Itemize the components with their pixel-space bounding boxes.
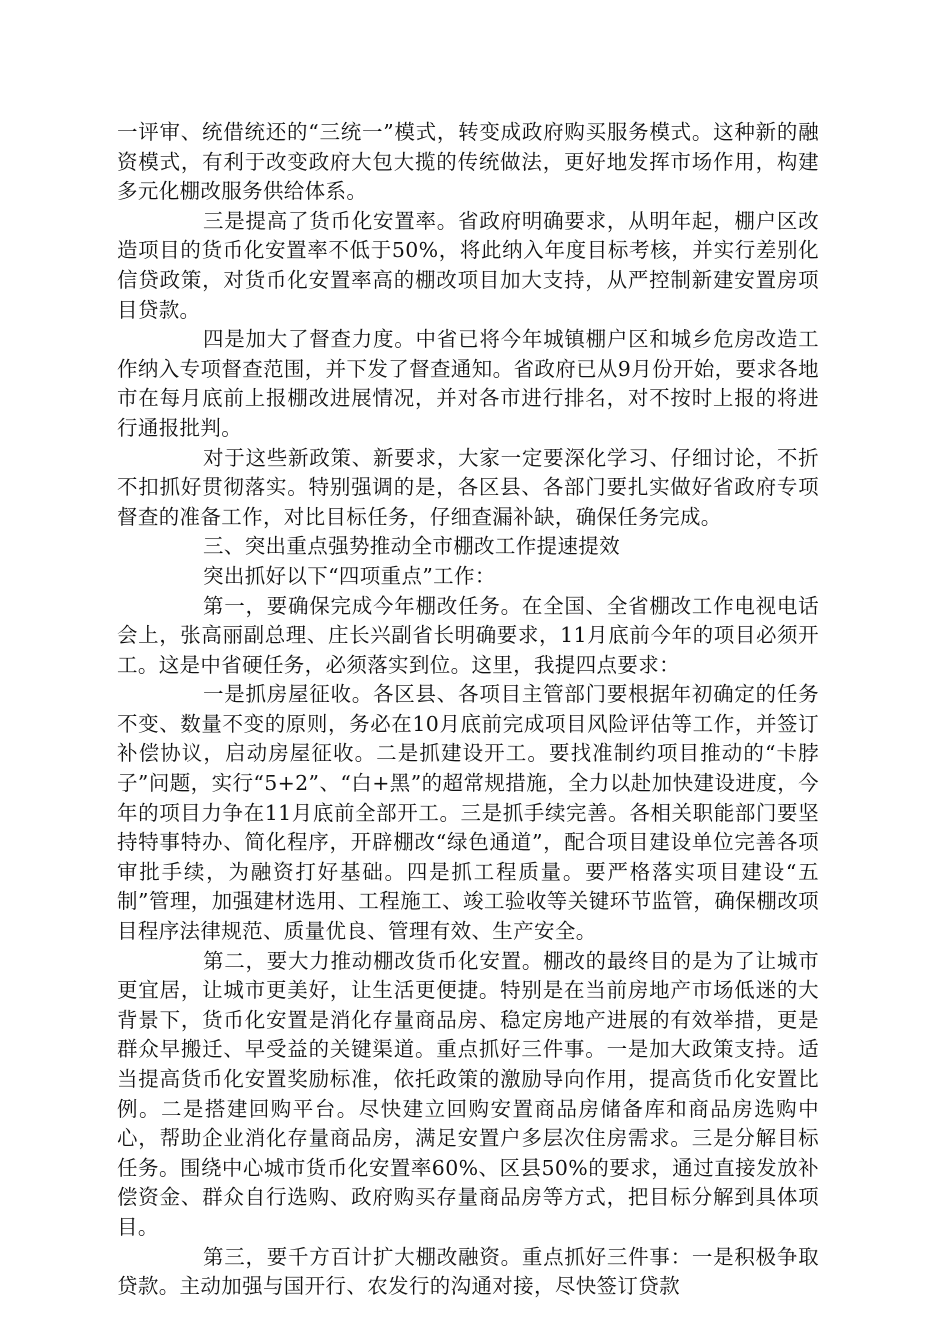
- paragraph-8: 第二，要大力推动棚改货币化安置。棚改的最终目的是为了让城市更宜居，让城市更美好，让生活更便捷。特别是在当前房地产市场低迷的大背景下，货币化安置是消化存量商品房、稳定房地产进展的有效举措，更是群众早搬迁、早受益的关键渠道。重点抓好三件事。一是加大政策支持。适当提高货币化安置奖励标准，依托政策的激励导向作用，提高货币化安置比例。二是搭建回购平台。尽快建立回购安置商品房储备库和商品房选购中心，帮助企业消化存量商品房，满足安置户多层次住房需求。三是分解目标任务。围绕中心城市货币化安置率60%、区县50%的要求，通过直接发放补偿资金、群众自行选购、政府购买存量商品房等方式，把目标分解到具体项目。: [117, 948, 819, 1239]
- paragraph-5: 突出抓好以下“四项重点”工作：: [203, 563, 496, 588]
- paragraph-7: 一是抓房屋征收。各区县、各项目主管部门要根据年初确定的任务不变、数量不变的原则，务必在10月底前完成项目风险评估等工作，并签订补偿协议，启动房屋征收。二是抓建设开工。要找准制约项目推动的“卡脖子”问题，实行“5+2”、“白+黑”的超常规措施，全力以赴加快建设进度，今年的项目力争在11月底前全部开工。三是抓手续完善。各相关职能部门要坚持特事特办、简化程序，开辟棚改“绿色通道”，配合项目建设单位完善各项审批手续，为融资打好基础。四是抓工程质量。要严格落实项目建设“五制”管理，加强建材选用、工程施工、竣工验收等关键环节监管，确保棚改项目程序法律规范、质量优良、管理有效、生产安全。: [117, 682, 819, 944]
- paragraph-9: 第三，要千方百计扩大棚改融资。重点抓好三件事：一是积极争取贷款。主动加强与国开行、农发行的沟通对接，尽快签订贷款: [117, 1244, 819, 1299]
- paragraph-4: 对于这些新政策、新要求，大家一定要深化学习、仔细讨论，不折不扣抓好贯彻落实。特别强调的是，各区县、各部门要扎实做好省政府专项督查的准备工作，对比目标任务，仔细查漏补缺，确保任务完成。: [117, 445, 819, 529]
- section-heading: 三、突出重点强势推动全市棚改工作提速提效: [203, 534, 620, 559]
- paragraph-6: 第一，要确保完成今年棚改任务。在全国、全省棚改工作电视电话会上，张高丽副总理、庄长兴副省长明确要求，11月底前今年的项目必须开工。这是中省硬任务，必须落实到位。这里，我提四点要求：: [117, 593, 819, 677]
- document-body: [117, 118, 819, 1302]
- paragraph-3: 四是加大了督查力度。中省已将今年城镇棚户区和城乡危房改造工作纳入专项督查范围，并下发了督查通知。省政府已从9月份开始，要求各地市在每月底前上报棚改进展情况，并对各市进行排名，对不按时上报的将进行通报批判。: [117, 327, 819, 440]
- paragraph-1: 一评审、统借统还的“三统一”模式，转变成政府购买服务模式。这种新的融资模式，有利于改变政府大包大揽的传统做法，更好地发挥市场作用，构建多元化棚改服务供给体系。: [117, 120, 819, 204]
- paragraph-2: 三是提高了货币化安置率。省政府明确要求，从明年起，棚户区改造项目的货币化安置率不低于50%，将此纳入年度目标考核，并实行差别化信贷政策，对货币化安置率高的棚改项目加大支持，从严控制新建安置房项目贷款。: [117, 208, 819, 322]
